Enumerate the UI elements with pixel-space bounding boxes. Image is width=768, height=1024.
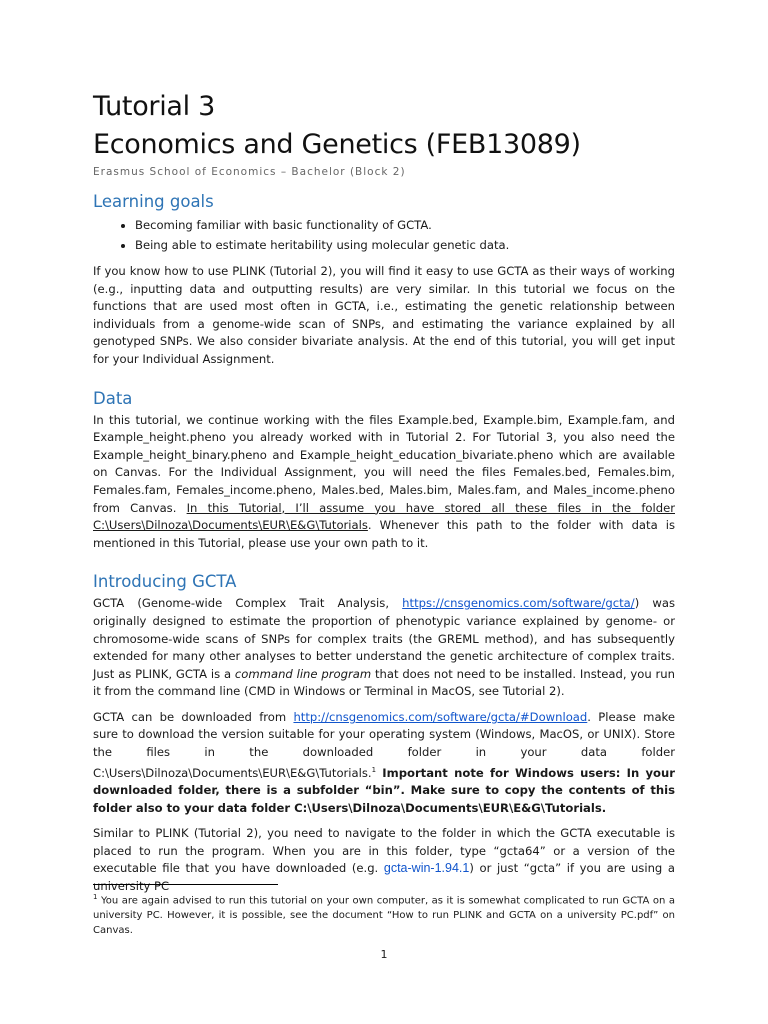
title-line-1: Tutorial 3 xyxy=(93,91,216,122)
gcta-download-link[interactable]: http://cnsgenomics.com/software/gcta/#Download xyxy=(293,709,588,724)
heading-data: Data xyxy=(93,388,133,408)
learning-goals-list xyxy=(93,215,675,255)
gcta-version-code: gcta-win-1.94.1 xyxy=(383,861,470,876)
footnote-text: You are again advised to run this tutorial on your own computer, as it is somewhat complicated to run GCTA on a university PC. However, it is possible, see the document “How to run PLINK and GCTA on a university PC.pdf” on Canvas. xyxy=(93,895,675,937)
gcta-p1-a: GCTA (Genome-wide Complex Trait Analysis, xyxy=(93,596,403,611)
data-paragraph xyxy=(93,412,675,553)
document-body xyxy=(93,88,675,904)
data-text-2: . Whenever this path to the folder with data is mentioned in this Tutorial, please use your own path to it. xyxy=(93,518,675,550)
footnote-mark: 1 xyxy=(93,893,98,901)
subtitle: Erasmus School of Economics – Bachelor (Block 2) xyxy=(93,166,406,178)
gcta-p1-b: ) was originally designed to estimate the proportion of phenotypic variance explained by genome- or chromosome-wide scans of SNPs for complex traits (the GREML method), and has subsequently extended for many other analyses to better understand the genetic architecture of complex traits. Just as PLINK, GCTA is a xyxy=(93,596,676,681)
gcta-p2-b: . Please make sure to download the version suitable for your operating system (Windows, MacOS, or UNIX). Store the files in the downloaded folder in your data folder C:\Users\Dilnoza\Documents\EUR\E&G\Tutorials. xyxy=(93,709,675,780)
gcta-paragraph-1 xyxy=(93,595,675,701)
data-path-underlined: In this Tutorial, I’ll assume you have stored all these files in the folder C:\Users\Dilnoza\Documents\EUR\E&G\Tutorials xyxy=(93,500,675,533)
footnote-ref[interactable]: 1 xyxy=(371,765,377,774)
gcta-p1-emphasis: command line program xyxy=(234,666,372,681)
gcta-p3-b: ) or just “gcta” if you are using a university PC xyxy=(93,861,675,894)
page-number: 1 xyxy=(380,948,388,961)
windows-note: Important note for Windows users: In your downloaded folder, there is a subfolder “bin”. Make sure to copy the contents of this folder also to your data folder C:\Users\Dilnoza\Documents\EUR\E&G\Tutorials. xyxy=(93,765,675,815)
list-item: • Being able to estimate heritability using molecular genetic data. xyxy=(135,235,675,255)
title-line-2: Economics and Genetics (FEB13089) xyxy=(93,129,581,160)
gcta-p3-a: Similar to PLINK (Tutorial 2), you need to navigate to the folder in which the GCTA executable is placed to run the program. When you are in this folder, type “gcta64” or a version of the executable file that you have downloaded (e.g. xyxy=(93,826,675,876)
footnote xyxy=(93,890,675,938)
gcta-p2-a: GCTA can be downloaded from xyxy=(93,709,294,724)
gcta-paragraph-3 xyxy=(93,825,675,895)
gcta-p1-c: that does not need to be installed. Instead, you run it from the command line (CMD in Windows or Terminal in MacOS, see Tutorial 2). xyxy=(93,666,675,699)
list-item: • Becoming familiar with basic functionality of GCTA. xyxy=(135,215,675,235)
gcta-website-link[interactable]: https://cnsgenomics.com/software/gcta/ xyxy=(402,596,635,611)
gcta-paragraph-2 xyxy=(93,709,675,817)
footnote-divider xyxy=(93,884,278,885)
data-text-1: In this tutorial, we continue working with the files Example.bed, Example.bim, Example.fam, and Example_height.pheno you already worked with in Tutorial 2. For Tutorial 3, you also need the Example_height_binary.pheno and Example_height_education_bivariate.pheno which are available on Canvas. For the Individual Assignment, you will need the files Females.bed, Females.bim, Females.fam, Females_income.pheno, Males.bed, Males.bim, Males.fam, and Males_income.pheno from Canvas. xyxy=(93,412,675,515)
heading-introducing-gcta: Introducing GCTA xyxy=(93,572,237,592)
intro-paragraph: If you know how to use PLINK (Tutorial 2), you will find it easy to use GCTA as their ways of working (e.g., inputting data and outputting results) are very similar. In this tutorial we focus on the functions that are used most often in GCTA, i.e., estimating the genetic relationship between individuals from a genome-wide scan of SNPs, and estimating the variance explained by all genotyped SNPs. We also consider bivariate analysis. At the end of this tutorial, you will get input for your Individual Assignment. xyxy=(93,264,675,366)
heading-learning-goals: Learning goals xyxy=(93,192,214,211)
